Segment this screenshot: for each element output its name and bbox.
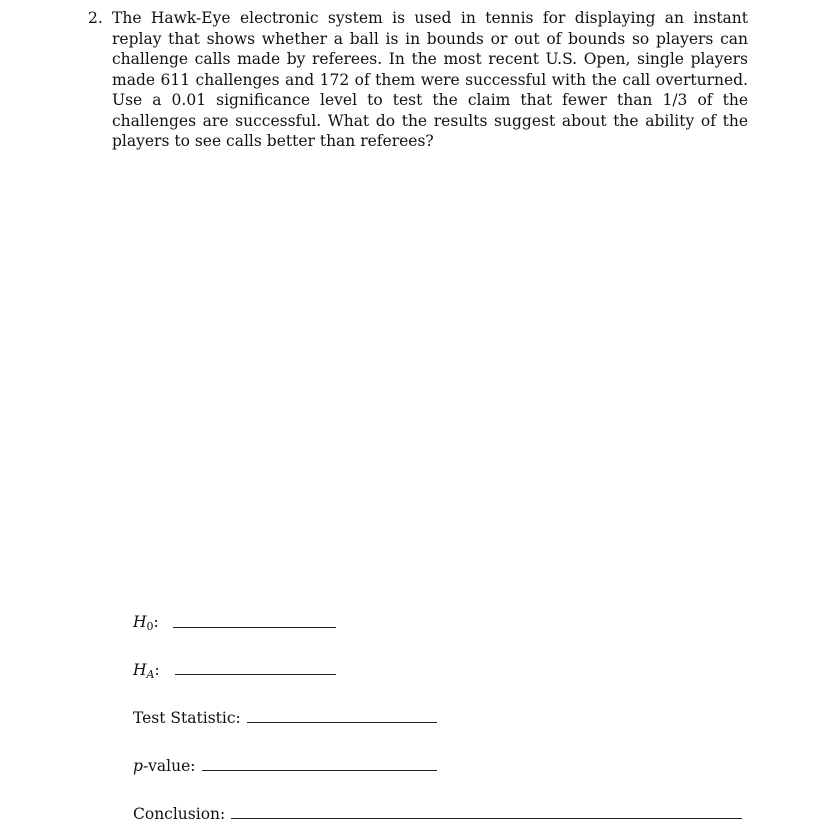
p-value-blank[interactable] bbox=[202, 770, 437, 771]
h0-symbol: H bbox=[133, 613, 147, 631]
null-hypothesis-blank[interactable] bbox=[173, 627, 336, 628]
conclusion-blank[interactable] bbox=[231, 818, 742, 819]
problem-text: The Hawk-Eye electronic system is used in tennis for displaying an instant replay that shows whether a ball is in bounds or out of bounds so players can challenge calls made by referees. In the most recent U.S. Open, single players made 611 challenges and 172 of them were successful with the call overturned. Use a 0.01 significance level to test the claim that fewer than 1/3 of the challenges are successful. What do the results suggest about the ability of the players to see calls better than referees? bbox=[112, 9, 748, 150]
p-value-label bbox=[133, 756, 196, 776]
null-hypothesis-label bbox=[133, 612, 159, 637]
p-value-rest: -value: bbox=[142, 757, 196, 775]
problem-number: 2. bbox=[88, 9, 103, 27]
h0-subscript: 0 bbox=[146, 620, 154, 633]
ha-symbol: H bbox=[133, 661, 147, 679]
ha-colon: : bbox=[154, 661, 160, 679]
h0-colon: : bbox=[153, 613, 159, 631]
ha-subscript: A bbox=[146, 668, 155, 681]
test-statistic-label: Test Statistic: bbox=[133, 709, 241, 727]
alternative-hypothesis-label bbox=[133, 660, 160, 685]
p-value-p: p bbox=[133, 757, 143, 775]
test-statistic-blank[interactable] bbox=[247, 722, 437, 723]
alternative-hypothesis-blank[interactable] bbox=[175, 674, 336, 675]
conclusion-label: Conclusion: bbox=[133, 805, 226, 823]
